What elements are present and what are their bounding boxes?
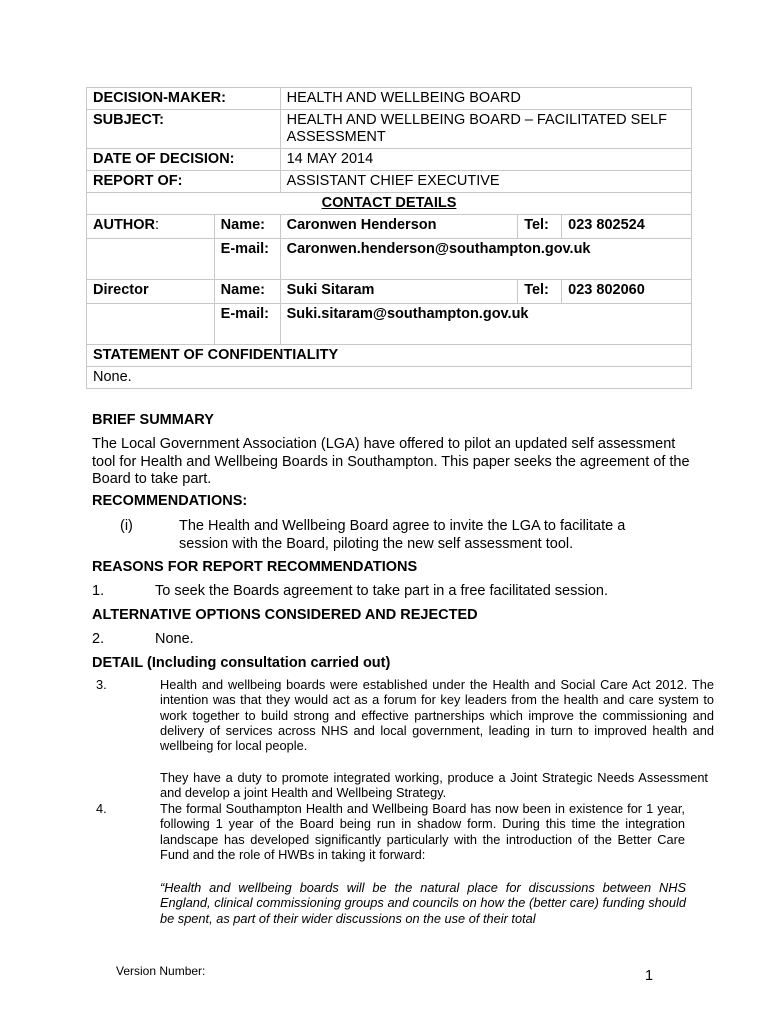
confidentiality-value-row [87,367,692,389]
brief-summary-text: The Local Government Association (LGA) have offered to pilot an updated self assessment tool for Health and Wellbeing Boards in Southampton. This paper seeks the agreement of the Board to take part. [92,436,690,487]
director-blank-cell [87,304,215,345]
decision-maker-row [87,88,692,110]
reason-text: To seek the Boards agreement to take part in a free facilitated session. [155,583,608,599]
para-4-text: The formal Southampton Health and Wellbeing Board has now been in existence for 1 year, following 1 year of the Board being run in shadow form. During this time the integration landscape has developed significantly particularly with the introduction of the Better Care Fund and the role of HWBs in taking it forward: [160,801,685,862]
reasons-heading: REASONS FOR REPORT RECOMMENDATIONS [92,559,418,575]
quote-text: “Health and wellbeing boards will be the natural place for discussions between NHS England, clinical commissioning groups and councils on how the (better care) funding should be spent, as part of their wider discussions on the use of their total [160,880,686,926]
director-email: Suki.sitaram@southampton.gov.uk [280,304,691,345]
director-email-label: E-mail: [214,304,280,345]
confidentiality-heading: STATEMENT OF CONFIDENTIALITY [87,345,692,367]
author-name-label: Name: [214,215,280,239]
author-tel: 023 802524 [562,215,692,239]
director-name-row [87,280,692,304]
para-3-text: Health and wellbeing boards were established under the Health and Social Care Act 2012. The intention was that they would act as a forum for key leaders from the health and care system to work together to build strong and effective partnerships which improve the commissioning and delivery of services across NHS and local government, leading in turn to improved health and wellbeing for local people. [160,677,714,754]
director-tel: 023 802060 [562,280,692,304]
report-of-label: REPORT OF: [87,171,281,193]
confidentiality-value: None. [87,367,692,389]
author-label-cell [87,215,215,239]
subject-value: HEALTH AND WELLBEING BOARD – FACILITATED SELF ASSESSMENT [280,110,691,149]
recommendations-heading: RECOMMENDATIONS: [92,493,248,509]
recommendation-text: The Health and Wellbeing Board agree to invite the LGA to facilitate a session with the Board, piloting the new self assessment tool. [179,518,626,552]
contact-details-row [87,193,692,215]
author-email-label: E-mail: [214,239,280,280]
director-label: Director [87,280,215,304]
author-email: Caronwen.henderson@southampton.gov.uk [280,239,691,280]
alternative-number: 2. [92,631,105,647]
author-tel-label: Tel: [518,215,562,239]
page-number: 1 [645,968,654,984]
report-of-row [87,171,692,193]
para-3-number: 3. [96,677,107,692]
author-name: Caronwen Henderson [280,215,518,239]
para-3b-text: They have a duty to promote integrated working, produce a Joint Strategic Needs Assessment and develop a joint Health and Wellbeing Strategy. [160,770,708,801]
date-value: 14 MAY 2014 [280,149,691,171]
author-name-row [87,215,692,239]
para-4-number: 4. [96,801,107,816]
brief-summary-heading: BRIEF SUMMARY [92,412,214,428]
director-tel-label: Tel: [518,280,562,304]
author-label: AUTHOR [93,217,156,233]
author-email-row [87,239,692,280]
alternative-text: None. [155,631,194,647]
director-name: Suki Sitaram [280,280,518,304]
decision-maker-label: DECISION-MAKER: [87,88,281,110]
version-number-label: Version Number: [116,964,206,978]
header-table [86,87,692,389]
director-name-label: Name: [214,280,280,304]
decision-maker-value: HEALTH AND WELLBEING BOARD [280,88,691,110]
date-row [87,149,692,171]
confidentiality-heading-row [87,345,692,367]
alternatives-heading: ALTERNATIVE OPTIONS CONSIDERED AND REJECTED [92,607,478,623]
contact-details-heading: CONTACT DETAILS [87,193,692,215]
director-email-row [87,304,692,345]
reason-number: 1. [92,583,105,599]
detail-heading: DETAIL (Including consultation carried out) [92,655,391,671]
date-label: DATE OF DECISION: [87,149,281,171]
subject-label: SUBJECT: [87,110,281,149]
subject-row [87,110,692,149]
author-blank-cell [87,239,215,280]
author-colon: : [155,217,160,233]
recommendation-number: (i) [120,518,133,534]
report-of-value: ASSISTANT CHIEF EXECUTIVE [280,171,691,193]
